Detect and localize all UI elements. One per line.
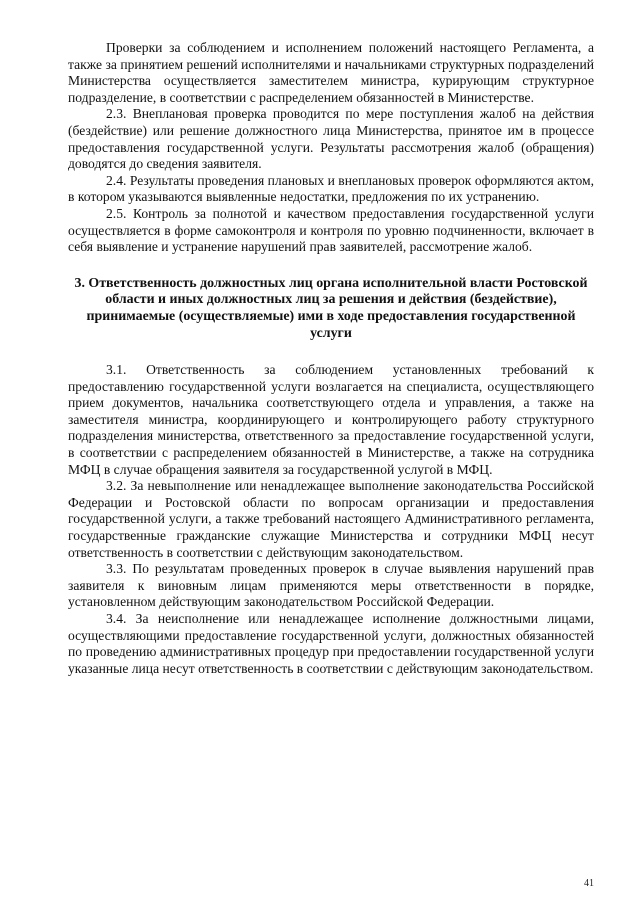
paragraph-2-4: 2.4. Результаты проведения плановых и внеплановых проверок оформляются актом, в котором указываются выявленные недостатки, предложения по их устранению.	[68, 172, 594, 205]
paragraph-3-3: 3.3. По результатам проведенных проверок в случае выявления нарушений прав заявителя к виновным лицам применяются меры ответственности в порядке, установленном действующим законодательством Российской Федерации.	[68, 561, 594, 610]
document-page	[68, 40, 594, 677]
paragraph-2-3: 2.3. Внеплановая проверка проводится по мере поступления жалоб на действия (бездействие) или решение должностного лица Министерства, принятое им в процессе предоставления государственной услуги. Результаты рассмотрения жалоб (обращения) доводятся до сведения заявителя.	[68, 106, 594, 172]
paragraph-3-1: 3.1. Ответственность за соблюдением установленных требований к предоставлению государственной услуги возлагается на специалиста, осуществляющего прием документов, начальника соответствующего отдела и управления, а также на заместителя министра, координирующего и контролирующего работу структурного подразделения министерства, ответственного за предоставление государственной услуги, в соответствии с распределением обязанностей в Министерстве, а также на сотрудника МФЦ в случае обращения заявителя за государственной услугой в МФЦ.	[68, 362, 594, 477]
paragraph-2-5: 2.5. Контроль за полнотой и качеством предоставления государственной услуги осуществляется в форме самоконтроля и контроля по уровню подчиненности, включает в себя выявление и устранение нарушений прав заявителей, рассмотрение жалоб.	[68, 205, 594, 255]
paragraph-3-2: 3.2. За невыполнение или ненадлежащее выполнение законодательства Российской Федерации и Ростовской области по вопросам организации и предоставления государственной услуги, а также требований настоящего Административного регламента, государственные гражданские служащие Министерства и сотрудники МФЦ несут ответственность в соответствии с действующим законодательством.	[68, 478, 594, 560]
page-number: 41	[584, 878, 594, 889]
paragraph-inspections: Проверки за соблюдением и исполнением положений настоящего Регламента, а также за принятием решений исполнителями и начальниками структурных подразделений Министерства осуществляется заместителем министра, курирующим структурное подразделение, в соответствии с распределением обязанностей в Министерстве.	[68, 40, 594, 105]
section-heading: 3. Ответственность должностных лиц органа исполнительной власти Ростовской области и иных должностных лиц за решения и действия (бездействие), принимаемые (осуществляемые) ими в ходе предоставления государственной услуги	[74, 275, 588, 341]
paragraph-3-4: 3.4. За неисполнение или ненадлежащее исполнение должностными лицами, осуществляющими предоставление государственной услуги, должностных обязанностей по проведению административных процедур при предоставлении государственной услуги указанные лица несут ответственность в соответствии с действующим законодательством.	[68, 611, 594, 676]
